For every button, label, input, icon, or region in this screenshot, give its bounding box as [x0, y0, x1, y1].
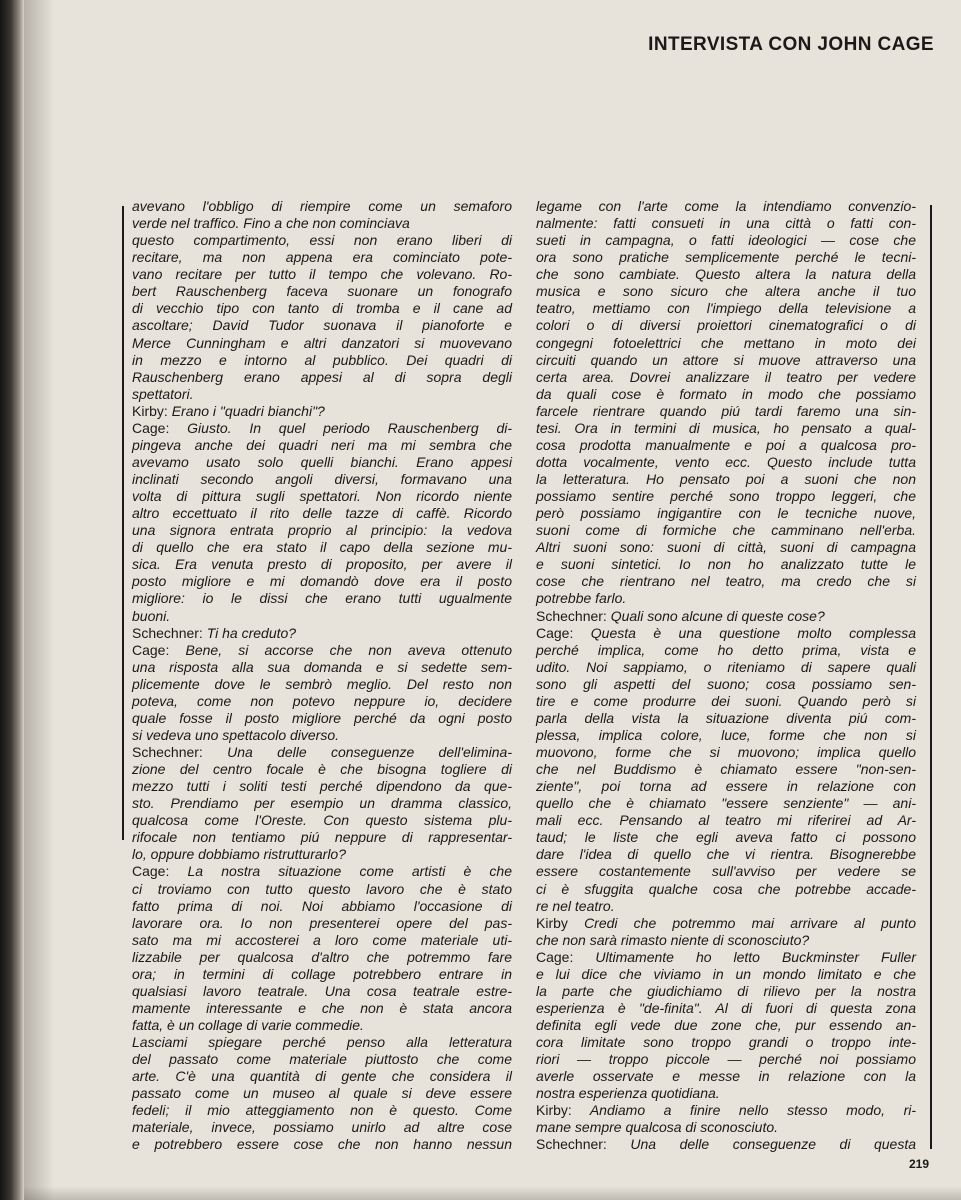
line-text: di quello che era stato il capo della sezione mu- [132, 539, 512, 556]
line-text: passato come un museo al quale si deve essere [132, 1085, 512, 1102]
text-line [536, 676, 916, 693]
line-text: dare l'idea di quello che vi rientra. Bisognerebbe [536, 846, 916, 863]
line-text: Merce Cunningham e altri danzatori si muovevano [132, 334, 512, 351]
text-line [536, 881, 916, 898]
gutter-shadow [24, 0, 54, 1200]
line-text: poteva, come non potevo neppure io, decidere [132, 692, 512, 709]
line-text: verde nel traffico. Fino a che non cominciava [132, 215, 410, 232]
text-line [536, 898, 916, 915]
line-text: altro eccettuato il rito delle tazze di caffè. Ricordo [132, 505, 512, 522]
line-text: che nel Buddismo è chiamato essere "non-sen- [536, 761, 916, 778]
text-line [132, 266, 512, 283]
text-line [536, 488, 916, 505]
text-line [132, 283, 512, 300]
text-line [536, 403, 916, 420]
line-text: mane sempre qualcosa di sconosciuto. [536, 1119, 779, 1136]
text-line [132, 693, 512, 710]
book-spine-shadow [0, 0, 24, 1200]
line-text: vano recitare per tutto il tempo che volevano. Ro- [132, 266, 512, 283]
line-text: la parte che giudichiamo di rilievo per la nostra [536, 982, 916, 999]
text-line [536, 778, 916, 795]
text-line [132, 590, 512, 607]
line-text: esperienza è "de-finita". Al di fuori di questa zona [536, 999, 916, 1016]
text-line [132, 898, 512, 915]
line-text: nalmente: fatti consueti in una città o fatti con- [536, 215, 916, 232]
line-text: Questa è una questione molto complessa [590, 624, 916, 641]
line-text: lavorare ora. Io non presenterei opere del pas- [132, 914, 512, 931]
text-line [132, 761, 512, 778]
line-text: possiamo sentire perché sono troppo leggeri, che [536, 488, 916, 505]
line-text: rifocale non tentiamo piú neppure di rappresentar- [132, 829, 512, 846]
line-text: e lui dice che viviamo in un mondo limitato e che [536, 965, 916, 982]
speaker-name: Cage: [536, 948, 574, 965]
line-text: suoni come di formiche che camminano nell'erba. [536, 522, 916, 539]
line-text: ci troviamo con tutto questo lavoro che è stato [132, 880, 512, 897]
text-line [536, 505, 916, 522]
line-text: fatta, è un collage di varie commedie. [132, 1017, 364, 1033]
line-text: una signora entrata proprio al principio: la vedova [132, 522, 512, 539]
text-line [132, 1119, 512, 1136]
line-text: zione del centro focale è che bisogna togliere di [132, 761, 512, 778]
text-line [536, 454, 916, 471]
line-text: Ti ha creduto? [206, 624, 297, 641]
line-text: inclinati secondo angoli diversi, formavano una [132, 471, 512, 487]
text-line [536, 761, 916, 778]
text-line [132, 437, 512, 454]
text-line [536, 710, 916, 727]
text-line [132, 454, 512, 471]
line-text: cose che rientrano nel teatro, ma credo che si [536, 573, 916, 590]
text-line [132, 1017, 512, 1034]
text-column-left [132, 198, 512, 1154]
text-line [132, 932, 512, 949]
speaker-name: Schechner: [132, 744, 203, 760]
text-line [536, 625, 916, 642]
line-text: La nostra situazione come artisti è che [187, 863, 512, 880]
line-text: farcele rientrare quando piú tardi faremo una sin- [536, 402, 916, 419]
page-number: 219 [909, 1157, 930, 1171]
line-text: pingeva anche dei quadri neri ma mi sembra che [132, 436, 512, 453]
line-text: Una delle conseguenze di questa [630, 1136, 917, 1153]
line-text: sto. Prendiamo per esempio un dramma classico, [132, 795, 512, 812]
text-line [536, 283, 916, 300]
text-line [536, 983, 916, 1000]
line-text: sica. Era venuta presto di proposito, per avere il [132, 556, 512, 573]
text-line [536, 369, 916, 386]
line-text: perché implica, come ho detto prima, vista e [536, 641, 916, 658]
left-margin-rule [122, 206, 124, 840]
text-line [132, 727, 512, 744]
text-line [132, 795, 512, 812]
text-line [536, 232, 916, 249]
text-line [536, 420, 916, 437]
line-text: sueti in campagna, o fatti ideologici — cose che [536, 232, 916, 249]
line-text: da quali cose è formato in modo che possiamo [536, 385, 916, 402]
text-line [536, 642, 916, 659]
line-text: congegni fotoelettrici che mettano in moto dei [536, 334, 916, 351]
line-text: plicemente dove le sembrò meglio. Del resto non [132, 675, 512, 692]
text-line [536, 1068, 916, 1085]
line-text: una risposta alla sua domanda e si sedette sem- [132, 658, 512, 675]
text-line [132, 573, 512, 590]
text-line [132, 1034, 512, 1051]
line-text: qualcosa come l'Oreste. Con questo sistema plu- [132, 812, 512, 829]
text-line [132, 1085, 512, 1102]
running-head: INTERVISTA CON JOHN CAGE [648, 34, 934, 55]
text-line [132, 949, 512, 966]
text-line [132, 1102, 512, 1119]
line-text: buoni. [132, 607, 171, 624]
line-text: si vedeva uno spettacolo diverso. [132, 726, 340, 743]
line-text: mali ecc. Pensando al teatro mi riferirei ad Ar- [536, 812, 916, 829]
text-line [536, 863, 916, 880]
text-line [132, 983, 512, 1000]
page-bottom-edge [24, 1186, 961, 1200]
line-text: che non sarà rimasto niente di sconosciuto? [536, 931, 810, 948]
line-text: muovono, forme che si muovono; implica quello [536, 744, 916, 760]
text-line [132, 232, 512, 249]
text-line [536, 352, 916, 369]
text-line [536, 1136, 916, 1153]
line-text: ora sono pratiche semplicemente perché le tecni- [536, 249, 916, 266]
line-text: ascoltare; David Tudor suonava il pianoforte e [132, 317, 512, 334]
text-line [536, 693, 916, 710]
line-text: del passato come materiale piuttosto che come [132, 1051, 512, 1068]
text-line [132, 198, 512, 215]
line-text: qualsiasi lavoro teatrale. Una cosa teatrale estre- [132, 982, 512, 999]
text-line [132, 1051, 512, 1068]
line-text: ora; in termini di collage potrebbero entrare in [132, 965, 512, 982]
line-text: definita egli vede due zone che, pur essendo an- [536, 1017, 916, 1033]
text-line [536, 198, 916, 215]
line-text: Ultimamente ho letto Buckminster Fuller [595, 948, 916, 965]
line-text: cora limitate sono troppo grandi o troppo inte- [536, 1034, 916, 1051]
text-line [132, 505, 512, 522]
text-line [536, 1034, 916, 1051]
line-text: Rauschenberg erano appesi al di sopra degli [132, 368, 512, 385]
text-line [132, 1136, 512, 1153]
text-line [132, 249, 512, 266]
speaker-name: Cage: [132, 641, 170, 658]
text-line [536, 573, 916, 590]
line-text: migliore: io le dissi che erano tutti ugualmente [132, 590, 512, 607]
line-text: avevamo usato solo quelli bianchi. Erano appesi [132, 453, 512, 470]
text-line [132, 812, 512, 829]
line-text: posto migliore e mi domandò dove era il posto [132, 573, 512, 590]
line-text: tesi. Ora in termini di musica, ho pensato a qual- [536, 419, 916, 436]
line-text: però possiamo ingigantire con le tecniche nuove, [536, 505, 916, 522]
text-line [132, 300, 512, 317]
text-line [536, 1000, 916, 1017]
text-line [536, 966, 916, 983]
text-line [132, 608, 512, 625]
text-line [536, 1017, 916, 1034]
speaker-name: Cage: [132, 419, 170, 436]
line-text: Bene, si accorse che non aveva ottenuto [185, 641, 512, 658]
text-line [536, 659, 916, 676]
text-line [536, 932, 916, 949]
line-text: taud; le liste che egli aveva fatto ci possono [536, 829, 916, 846]
text-line [132, 744, 512, 761]
text-line [132, 403, 512, 420]
text-line [132, 539, 512, 556]
line-text: nostra esperienza quotidiana. [536, 1085, 720, 1102]
text-line [132, 846, 512, 863]
speaker-name: Schechner: [536, 1136, 607, 1153]
text-line [536, 1119, 916, 1136]
speaker-name: Kirby [536, 914, 568, 931]
line-text: volta di pittura sugli spettatori. Non ricordo niente [132, 488, 512, 505]
line-text: Una delle conseguenze dell'elimina- [227, 744, 513, 760]
text-line [132, 863, 512, 880]
line-text: in mezzo e intorno al pubblico. Dei quadri di [132, 351, 512, 368]
text-line [132, 420, 512, 437]
line-text: questo compartimento, essi non erano liberi di [132, 232, 512, 249]
text-line [132, 676, 512, 693]
line-text: Altri suoni sono: suoni di città, suoni di campagna [536, 539, 916, 556]
text-line [132, 369, 512, 386]
line-text: udito. Noi sappiamo, o riteniamo di sapere quali [536, 658, 916, 675]
line-text: quale fosse il posto migliore perché da ogni posto [132, 709, 512, 726]
line-text: Lasciami spiegare perché penso alla letteratura [132, 1034, 512, 1051]
line-text: fatto prima di noi. Noi abbiamo l'occasione di [132, 897, 512, 914]
text-line [132, 625, 512, 642]
text-line [132, 522, 512, 539]
line-text: circuiti quando un attore si muove attraverso una [536, 351, 916, 368]
line-text: spettatori. [132, 385, 194, 402]
line-text: recitare, ma non appena era cominciato pote- [132, 249, 512, 266]
line-text: mamente interessante e che non è stata ancora [132, 999, 512, 1016]
line-text: lizzabile per qualcosa d'altro che potremmo fare [132, 948, 512, 965]
text-line [536, 590, 916, 607]
line-text: sono gli aspetti del suono; cosa possiamo sen- [536, 675, 916, 692]
line-text: ziente", poi torna ad essere in relazione con [536, 778, 916, 795]
text-line [132, 335, 512, 352]
line-text: dotta vocalmente, vento ecc. Questo include tutta [536, 453, 916, 470]
text-line [132, 386, 512, 403]
line-text: legame con l'arte come la intendiamo convenzio- [536, 198, 916, 214]
line-text: bert Rauschenberg faceva suonare un fonografo [132, 283, 512, 300]
line-text: re nel teatro. [536, 897, 615, 914]
text-line [536, 949, 916, 966]
text-line [536, 795, 916, 812]
text-line [132, 642, 512, 659]
text-line [536, 522, 916, 539]
text-line [132, 215, 512, 232]
line-text: fedeli; il mio atteggiamento non è questo. Come [132, 1102, 512, 1119]
text-line [132, 317, 512, 334]
line-text: e potrebbero essere cose che non hanno nessun [132, 1136, 512, 1153]
line-text: plessa, implica colore, luce, forme che non si [536, 726, 916, 743]
speaker-name: Cage: [536, 624, 574, 641]
speaker-name: Schechner: [132, 624, 203, 641]
line-text: teatro, mettiamo con l'impiego della televisione a [536, 300, 916, 317]
line-text: quello che è chiamato "essere senziente" — ani- [536, 795, 916, 812]
text-line [132, 881, 512, 898]
line-text: sato ma mi accosterei a loro come materiale uti- [132, 931, 512, 948]
line-text: Credi che potremmo mai arrivare al punto [584, 914, 916, 931]
speaker-name: Kirby: [132, 402, 168, 419]
text-line [536, 266, 916, 283]
text-line [536, 608, 916, 625]
text-line [536, 317, 916, 334]
line-text: cosa prodotta manualmente e poi a qualcosa pro- [536, 436, 916, 453]
text-line [536, 829, 916, 846]
line-text: Erano i "quadri bianchi"? [171, 402, 325, 419]
text-line [132, 915, 512, 932]
text-line [536, 539, 916, 556]
text-line [536, 727, 916, 744]
line-text: certa area. Dovrei analizzare il teatro per vedere [536, 368, 916, 385]
line-text: musica e sono sicuro che altera anche il tuo [536, 283, 916, 300]
text-line [536, 744, 916, 761]
line-text: averle osservate e messe in relazione con la [536, 1068, 916, 1085]
line-text: parla della vista la situazione diventa piú com- [536, 709, 916, 726]
text-line [132, 352, 512, 369]
line-text: ci è sfuggita qualche cosa che potrebbe accade- [536, 880, 916, 897]
text-line [536, 437, 916, 454]
line-text: riori — troppo piccole — perché noi possiamo [536, 1051, 916, 1068]
text-line [536, 249, 916, 266]
text-line [132, 829, 512, 846]
line-text: lo, oppure dobbiamo ristrutturarlo? [132, 846, 347, 863]
line-text: materiale, invece, possiamo unirlo ad altre cose [132, 1119, 512, 1136]
line-text: potrebbe farlo. [536, 590, 627, 607]
text-line [536, 471, 916, 488]
line-text: e suoni sintetici. Io non ho analizzato tutte le [536, 556, 916, 573]
line-text: di vecchio tipo con tanto di tromba e il cane ad [132, 300, 512, 317]
text-line [132, 659, 512, 676]
text-line [536, 386, 916, 403]
text-line [536, 1102, 916, 1119]
line-text: Giusto. In quel periodo Rauschenberg di- [187, 419, 512, 436]
line-text: mezzo tutti i soliti testi perché dipendono da que- [132, 778, 512, 795]
line-text: colori o di diversi proiettori cinematografici o di [536, 317, 916, 334]
line-text: avevano l'obbligo di riempire come un semaforo [132, 198, 512, 214]
speaker-name: Schechner: [536, 607, 607, 624]
text-line [536, 1051, 916, 1068]
text-line [132, 710, 512, 727]
speaker-name: Kirby: [536, 1102, 572, 1119]
speaker-name: Cage: [132, 863, 170, 880]
text-line [536, 300, 916, 317]
text-line [536, 556, 916, 573]
text-line [132, 1000, 512, 1017]
text-line [132, 778, 512, 795]
text-line [536, 915, 916, 932]
line-text: Quali sono alcune di queste cose? [610, 607, 825, 624]
text-line [132, 556, 512, 573]
text-line [536, 846, 916, 863]
line-text: che sono cambiate. Questo altera la natura della [536, 266, 916, 283]
right-margin-rule [930, 205, 932, 1149]
text-line [132, 471, 512, 488]
text-line [132, 1068, 512, 1085]
text-line [536, 215, 916, 232]
line-text: arte. C'è una quantità di gente che considera il [132, 1068, 512, 1085]
line-text: la letteratura. Ho pensato poi a suoni che non [536, 471, 916, 487]
text-line [132, 488, 512, 505]
text-line [132, 966, 512, 983]
text-line [536, 335, 916, 352]
text-column-right [536, 198, 916, 1154]
text-line [536, 812, 916, 829]
line-text: Andiamo a finire nello stesso modo, ri- [589, 1102, 916, 1119]
text-line [536, 1085, 916, 1102]
line-text: tire e come produrre dei suoni. Quando però si [536, 692, 916, 709]
line-text: essere costantemente sull'avviso per vedere se [536, 863, 916, 880]
